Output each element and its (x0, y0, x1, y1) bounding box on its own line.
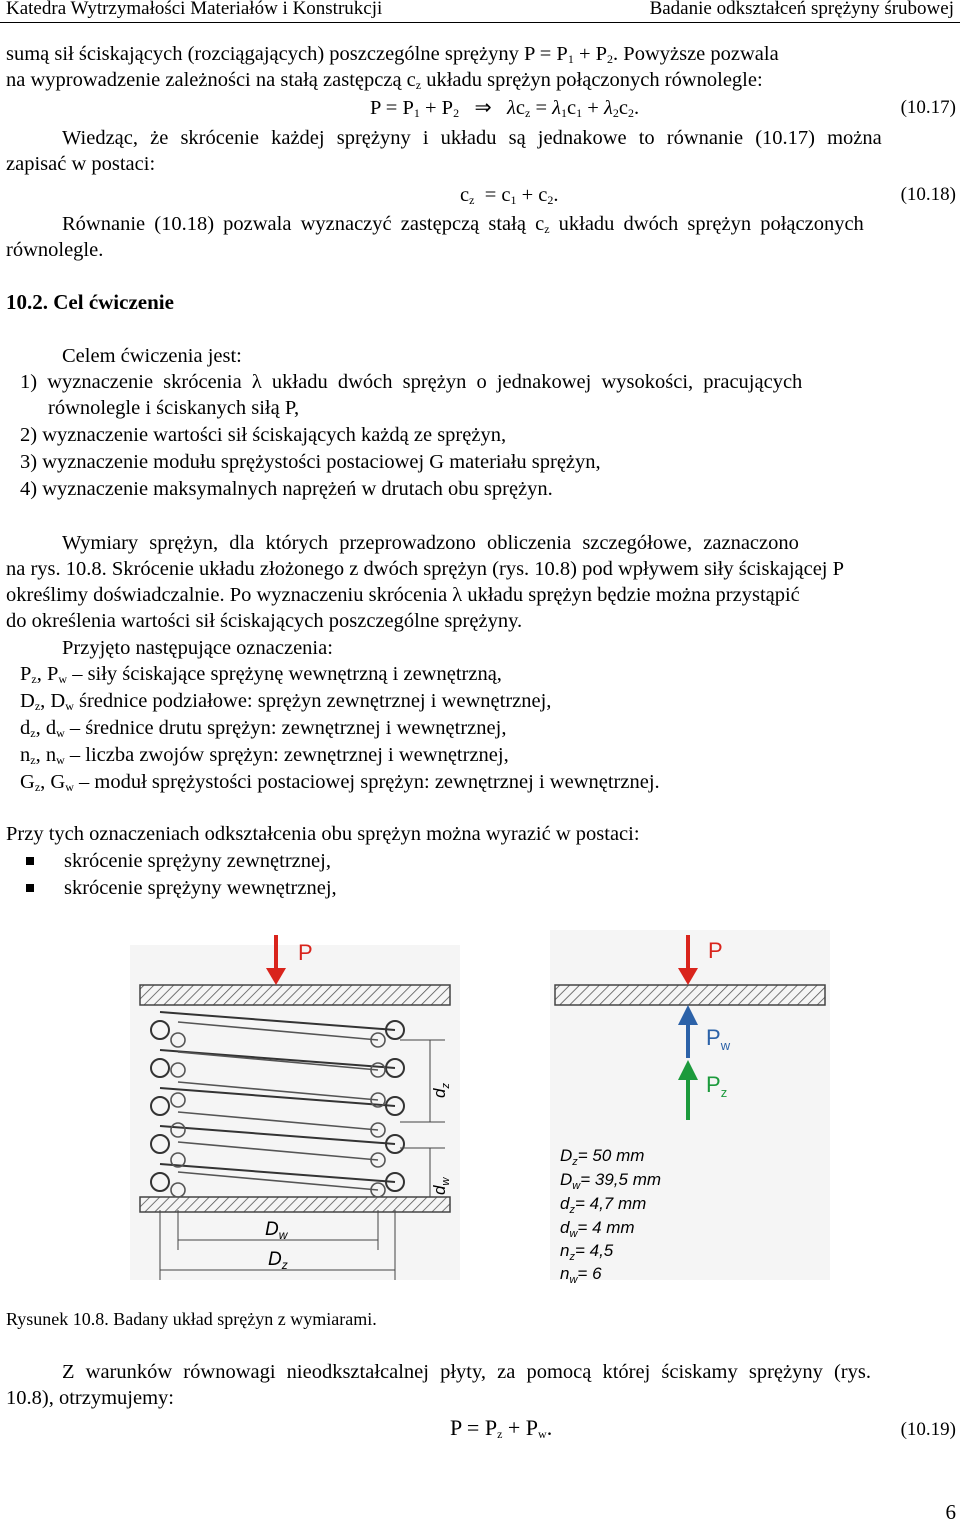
section-heading: 10.2. Cel ćwiczenie (6, 290, 174, 314)
equation-number-17: (10.17) (900, 97, 956, 118)
bottom-plate (140, 1197, 450, 1212)
page-number: 6 (945, 1500, 956, 1524)
goal-item-2: 2) wyznaczenie wartości sił ściskających każdą ze sprężyn, (20, 424, 507, 446)
equation-10-17: $P = P_1 + P_2$ ⇒ $\lambda c_z = \lambda_1c_1 + \lambda_2c_2$. (370, 97, 640, 120)
label-Dz: $D_z$ (268, 1249, 288, 1272)
bullet-square-icon (26, 857, 34, 865)
goal-item-3: 3) wyznaczenie modułu sprężystości postaciowej G materiału sprężyn, (20, 451, 601, 473)
notation-row: $D_z$, $D_w$ średnice podziałowe: sprężyn zewnętrznej i wewnętrznej, (20, 690, 552, 713)
para1-line1: sumą sił ściskających (rozciągających) poszczególne sprężyny $P = P_1 + P_2$. Powyższe pozwala (6, 43, 779, 66)
para6-line2: 10.8), otrzymujemy: (6, 1387, 174, 1409)
dim-row: $D_z= 50$ mm (560, 1146, 645, 1168)
goal-item-1-cont: równolegle i ściskanych siłą P, (48, 397, 300, 419)
free-body-plate (555, 985, 825, 1005)
equation-10-19: $P = P_z + P_w$. (450, 1415, 553, 1441)
para4-line5: Przyjęto następujące oznaczenia: (62, 637, 333, 659)
spring-figure (0, 920, 960, 1300)
equation-10-18: $c_z = c_1 + c_2$. (460, 184, 559, 207)
equation-number-19: (10.19) (900, 1419, 956, 1440)
bullet-square-icon (26, 884, 34, 892)
bullet-item: skrócenie sprężyny wewnętrznej, (26, 876, 337, 900)
para6-line1: Z warunków równowagi nieodkształcalnej płyty, za pomocą której ściskamy sprężyny (rys. (62, 1361, 871, 1383)
para4-line2: na rys. 10.8. Skrócenie układu złożonego z dwóch sprężyn (rys. 10.8) pod wpływem siły ściskającej P (6, 558, 845, 580)
para1-line2: na wyprowadzenie zależności na stałą zastępczą $c_z$ układu sprężyn połączonych równolegle: (6, 69, 763, 92)
notation-row: $d_z$, $d_w$ – średnice drutu sprężyn: zewnętrznej i wewnętrznej, (20, 717, 507, 740)
notation-row: $n_z$, $n_w$ – liczba zwojów sprężyn: zewnętrznej i wewnętrznej, (20, 744, 509, 767)
para2-line1: Wiedząc, że skrócenie każdej sprężyny i układu są jednakowe to równanie (10.17) można (62, 127, 882, 149)
para3-line1: Równanie (10.18) pozwala wyznaczyć zastępczą stałą $c_z$ układu dwóch sprężyn połączonych (62, 213, 864, 236)
header-left: Katedra Wytrzymałości Materiałów i Konstrukcji (6, 0, 383, 19)
goal-item-1: 1) wyznaczenie skrócenia λ układu dwóch sprężyn o jednakowej wysokości, pracujących (20, 371, 803, 393)
para4-line3: określimy doświadczalnie. Po wyznaczeniu skrócenia λ układu sprężyn będzie można przystąpić (6, 584, 800, 606)
top-plate (140, 985, 450, 1005)
figure-caption: Rysunek 10.8. Badany układ sprężyn z wymiarami. (6, 1309, 377, 1329)
label-Dw: $D_w$ (265, 1219, 288, 1242)
para5-line1: Przy tych oznaczeniach odkształcenia obu sprężyn można wyrazić w postaci: (6, 823, 640, 845)
goals-intro: Celem ćwiczenia jest: (62, 345, 242, 367)
para3-line2: równolegle. (6, 239, 104, 261)
dim-row: $d_w= 4$ mm (560, 1218, 635, 1240)
svg-text:P: P (708, 938, 723, 963)
goal-item-4: 4) wyznaczenie maksymalnych naprężeń w drutach obu sprężyn. (20, 478, 553, 500)
bullet-item: skrócenie sprężyny zewnętrznej, (26, 849, 331, 873)
para4-line1: Wymiary sprężyn, dla których przeprowadzono obliczenia szczegółowe, zaznaczono (62, 532, 799, 554)
page-header (0, 0, 960, 23)
notation-row: $P_z$, $P_w$ – siły ściskające sprężynę wewnętrzną i zewnętrzną, (20, 663, 502, 686)
equation-number-18: (10.18) (900, 184, 956, 205)
notation-row: $G_z$, $G_w$ – moduł sprężystości postaciowej sprężyn: zewnętrznej i wewnętrznej. (20, 771, 660, 794)
label-p: P (298, 940, 313, 965)
para4-line4: do określenia wartości sił ściskających poszczególne sprężyny. (6, 610, 523, 632)
dim-row: $d_z= 4,7$ mm (560, 1194, 647, 1216)
para2-line2: zapisać w postaci: (6, 153, 156, 175)
dim-row: $n_z= 4,5$ (560, 1241, 614, 1263)
label-dw: $d_w$ (430, 1177, 452, 1195)
dim-row: $n_w= 6$ (560, 1264, 602, 1286)
dim-row: $D_w= 39,5$ mm (560, 1170, 662, 1192)
label-dz: $d_z$ (430, 1083, 452, 1098)
label-pw: $P_w$ (706, 1025, 731, 1053)
label-pz: $P_z$ (706, 1072, 728, 1100)
header-right: Badanie odkształceń sprężyny śrubowej (649, 0, 954, 19)
